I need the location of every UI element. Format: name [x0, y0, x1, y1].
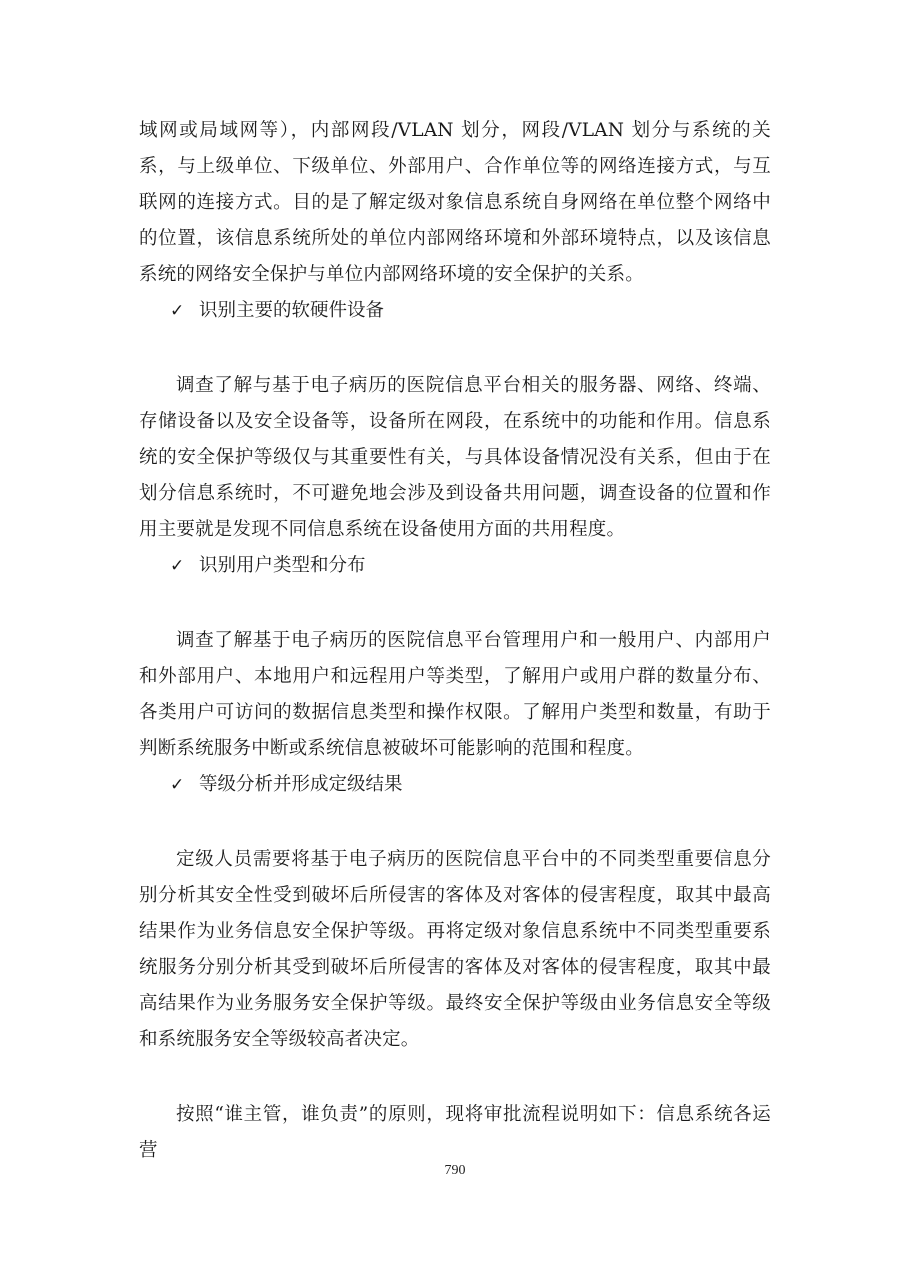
- page-content: [139, 113, 771, 1169]
- bullet-label-grading: 等级分析并形成定级结果: [199, 774, 403, 795]
- paragraph-grading: 定级人员需要将基于电子病历的医院信息平台中的不同类型重要信息分别分析其安全性受到破坏后所侵害的客体及对客体的侵害程度，取其中最高结果作为业务信息安全保护等级。再将定级对象信息系统中不同类型重要系统服务分别分析其受到破坏后所侵害的客体及对客体的侵害程度，取其中最高结果作为业务服务安全保护等级。最终安全保护等级由业务信息安全等级和系统服务安全等级较高者决定。: [139, 849, 771, 1050]
- bullet-item-hardware: [139, 293, 771, 329]
- page-number: 790: [444, 1163, 466, 1178]
- paragraph-devices: 调查了解与基于电子病历的医院信息平台相关的服务器、网络、终端、存储设备以及安全设备等，设备所在网段，在系统中的功能和作用。信息系统的安全保护等级仅与其重要性有关，与具体设备情况没有关系，但由于在划分信息系统时，不可避免地会涉及到设备共用问题，调查设备的位置和作用主要就是发现不同信息系统在设备使用方面的共用程度。: [139, 375, 771, 540]
- checkmark-icon: ✓: [170, 556, 185, 576]
- bullet-item-users: [139, 548, 771, 584]
- paragraph-approval: 按照“谁主管，谁负责”的原则，现将审批流程说明如下：信息系统各运营: [139, 1104, 771, 1161]
- bullet-item-grading: [139, 767, 771, 803]
- bullet-label-hardware: 识别主要的软硬件设备: [199, 300, 385, 321]
- paragraph-network-environment: 域网或局域网等），内部网段/VLAN 划分，网段/VLAN 划分与系统的关系，与上级单位、下级单位、外部用户、合作单位等的网络连接方式，与互联网的连接方式。目的是了解定级对象信息系统自身网络在单位整个网络中的位置，该信息系统所处的单位内部网络环境和外部环境特点，以及该信息系统的网络安全保护与单位内部网络环境的安全保护的关系。: [139, 120, 771, 285]
- paragraph-users: 调查了解基于电子病历的医院信息平台管理用户和一般用户、内部用户和外部用户、本地用户和远程用户等类型，了解用户或用户群的数量分布、各类用户可访问的数据信息类型和操作权限。了解用户类型和数量，有助于判断系统服务中断或系统信息被破坏可能影响的范围和程度。: [139, 630, 771, 759]
- checkmark-icon: ✓: [170, 775, 185, 795]
- checkmark-icon: ✓: [170, 301, 185, 321]
- bullet-label-users: 识别用户类型和分布: [199, 555, 366, 576]
